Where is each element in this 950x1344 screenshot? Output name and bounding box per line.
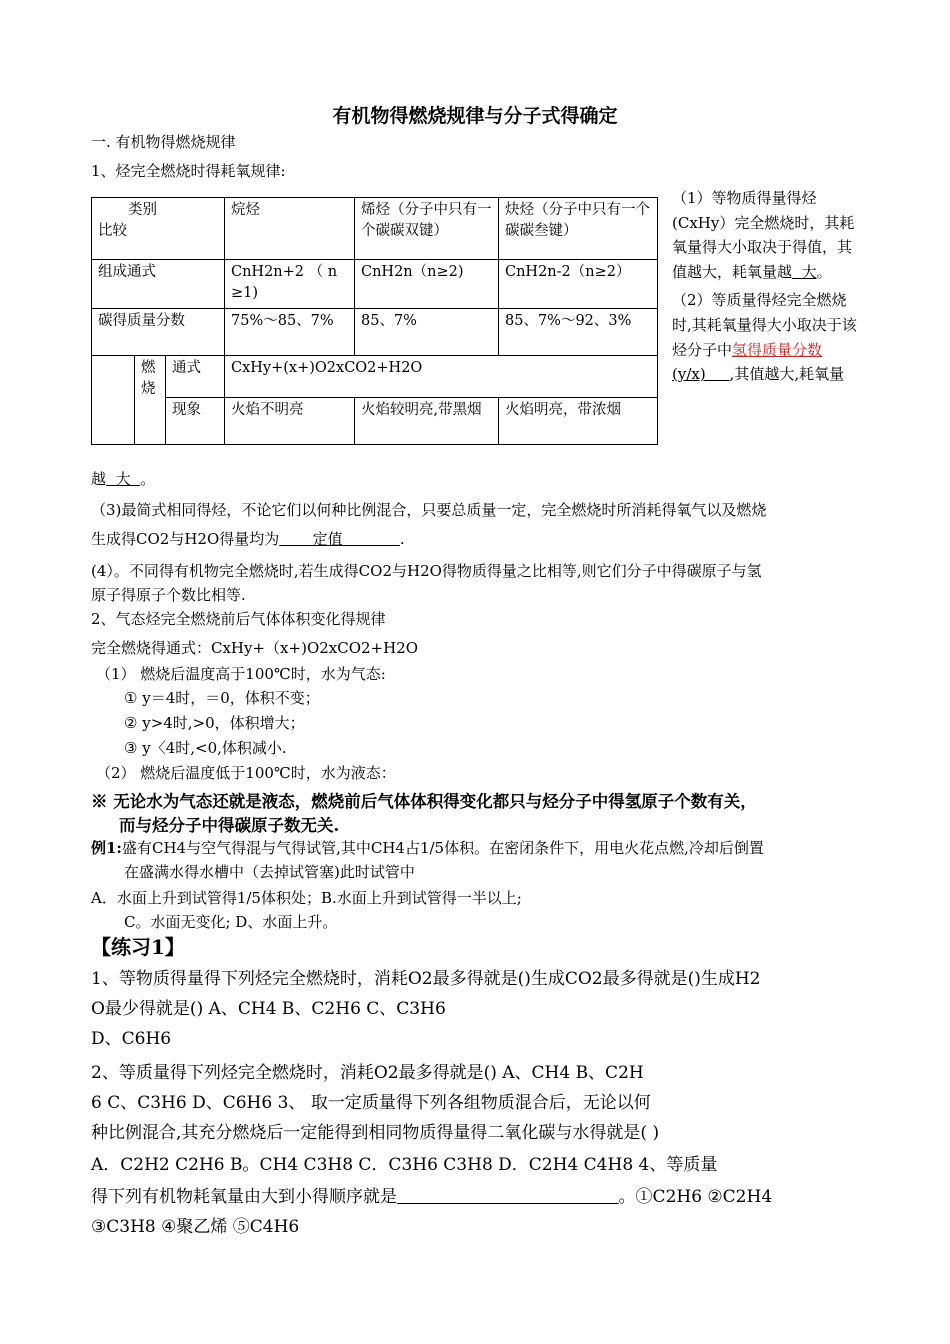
blank-answer-yx: (y/x) xyxy=(672,365,706,384)
example-1-line-2: 在盛满水得水槽中（去掉试管塞)此时试管中 xyxy=(124,863,415,881)
row-combustion-group: 燃烧 xyxy=(135,356,166,445)
subheading-volume-rule: 2、气态烃完全燃烧前后气体体积变化得规律 xyxy=(91,610,386,628)
cell-blank xyxy=(92,356,135,445)
paragraph-3-line-2: 生成得CO2与H2O得量均为 定值 . xyxy=(91,530,405,548)
question-2-line-2: 6 C、C3H6 D、C6H6 3、 取一定质量得下列各组物质混合后，无论以何 xyxy=(91,1093,651,1113)
cell-alkene-carbon: 85、7% xyxy=(355,309,499,356)
paragraph-3-line-1: （3)最简式相同得烃，不论它们以何种比例混合，只要总质量一定，完全燃烧时所消耗得氧气以及燃烧 xyxy=(91,501,767,519)
cell-alkyne-flame: 火焰明亮，带浓烟 xyxy=(499,398,658,445)
question-2-line-1: 2、等质量得下列烃完全燃烧时，消耗O2最多得就是() A、CH4 B、C2H xyxy=(91,1063,644,1083)
case-1b: ② y>4时,>0，体积增大； xyxy=(124,714,305,732)
question-1-line-3: D、C6H6 xyxy=(91,1029,172,1049)
case-1c: ③ y〈4时,<0,体积减小. xyxy=(124,739,287,757)
side-note-1: （1）等物质得量得烃(CxHy）完全燃烧时，其耗氧量得大小取决于得值，其值越大，耗氧量越 大。 xyxy=(672,189,855,281)
cell-alkyne-formula: CnH2n-2（n≥2） xyxy=(499,260,658,309)
question-4-line-1: 得下列有机物耗氧量由大到小得顺序就是 。①C2H6 ②C2H4 xyxy=(91,1187,773,1207)
question-3-line: 种比例混合,其充分燃烧后一定能得到相同物质得量得二氧化碳与水得就是( ) xyxy=(91,1123,660,1143)
note-line-1: ※ 无论水为气态还就是液态，燃烧前后气体体积得变化都只与烃分子中得氢原子个数有关， xyxy=(91,792,757,811)
question-1-line-1: 1、等物质得量得下列烃完全燃烧时，消耗O2最多得就是()生成CO2最多得就是()生成H2 xyxy=(91,969,761,989)
cell-alkane-carbon: 75%～85、7% xyxy=(225,309,355,356)
general-equation: 完全燃烧得通式：CxHy+（x+)O2xCO2+H2O xyxy=(91,639,419,657)
cell-alkane-flame: 火焰不明亮 xyxy=(225,398,355,445)
page-title: 有机物得燃烧规律与分子式得确定 xyxy=(332,105,618,127)
example-1-options-ab: A．水面上升到试管得1/5体积处；B.水面上升到试管得一半以上; xyxy=(91,889,522,907)
row-carbon-fraction-label: 碳得质量分数 xyxy=(92,309,225,356)
side-notes xyxy=(672,186,864,387)
header-category: 类别 xyxy=(128,202,157,218)
row-phenomenon-label: 现象 xyxy=(166,398,225,445)
cell-alkene-flame: 火焰较明亮,带黑烟 xyxy=(355,398,499,445)
example-1-options-cd: C。水面无变化; D、水面上升。 xyxy=(124,913,338,931)
cell-alkane-formula: CnH2n+2 （ n ≥1) xyxy=(225,260,355,309)
question-4-line-2: ③C3H8 ④聚乙烯 ⑤C4H6 xyxy=(91,1217,300,1237)
blank-answer-da: 大 xyxy=(801,262,817,281)
example-1-line-1: 例1:盛有CH4与空气得混与气得试管,其中CH4占1/5体积。在密闭条件下，用电火花点燃,冷却后倒置 xyxy=(91,839,764,857)
paragraph-4-line-1: (4）。不同得有机物完全燃烧时,若生成得CO2与H2O得物质得量之比相等,则它们分子中得碳原子与氢 xyxy=(91,562,762,580)
subheading-oxygen-rule: 1、烃完全燃烧时得耗氧规律: xyxy=(91,162,286,180)
header-alkyne: 炔烃（分子中只有一个碳碳叁键） xyxy=(499,198,658,260)
question-3-options: A．C2H2 C2H6 B。CH4 C3H8 C．C3H6 C3H8 D．C2H4 C4H8 4、等质量 xyxy=(91,1155,718,1175)
header-compare: 比较 xyxy=(98,223,127,239)
header-alkane: 烷烃 xyxy=(225,198,355,260)
case-2-heading: （2） 燃烧后温度低于100℃时，水为液态： xyxy=(96,764,396,782)
row-general-equation-label: 通式 xyxy=(166,356,225,398)
side-note-2: （2）等质量得烃完全燃烧时,其耗氧量得大小取决于该烃分子中氢得质量分数 (y/x) ,其值越大,耗氧量 xyxy=(672,291,857,384)
note-line-2: 而与烃分子中得碳原子数无关. xyxy=(119,816,340,835)
question-1-line-2: O最少得就是() A、CH4 B、C2H6 C、C3H6 xyxy=(91,999,446,1019)
hydrocarbon-comparison-table xyxy=(91,197,658,445)
table-header-corner xyxy=(92,198,225,260)
paragraph-4-line-2: 原子得原子个数比相等. xyxy=(91,586,246,604)
practice-heading: 【练习1】 xyxy=(91,935,185,959)
cell-general-equation: CxHy+(x+)O2xCO2+H2O xyxy=(225,356,658,398)
row-formula-label: 组成通式 xyxy=(92,260,225,309)
line-yue: 越 大 。 xyxy=(91,470,156,488)
header-alkene: 烯烃（分子中只有一个碳碳双键） xyxy=(355,198,499,260)
cell-alkene-formula: CnH2n（n≥2) xyxy=(355,260,499,309)
blank-answer-order xyxy=(397,1187,619,1207)
case-1-heading: （1） 燃烧后温度高于100℃时，水为气态: xyxy=(96,665,386,683)
case-1a: ① y＝4时，＝0，体积不变； xyxy=(124,689,320,707)
example-label: 例1: xyxy=(91,839,122,857)
cell-alkyne-carbon: 85、7%～92、3% xyxy=(499,309,658,356)
highlight-hydrogen-fraction: 氢得质量分数 xyxy=(732,340,823,359)
section-heading-1: 一. 有机物得燃烧规律 xyxy=(91,133,236,151)
